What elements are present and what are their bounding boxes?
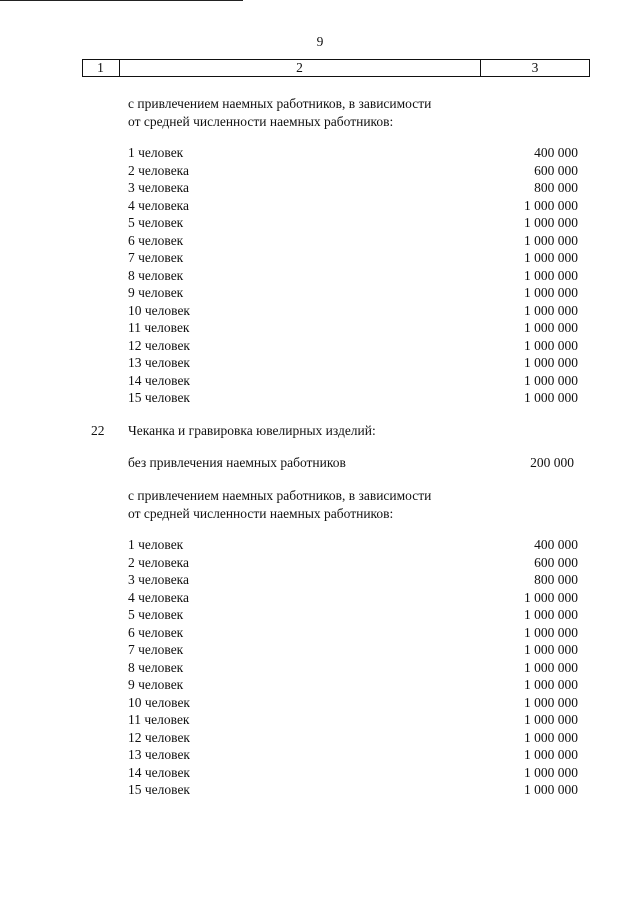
rate-value: 1 000 000	[524, 782, 578, 797]
rate-value: 600 000	[534, 554, 578, 570]
rate-row	[0, 781, 640, 799]
rate-value: 1 000 000	[524, 355, 578, 370]
rate-row	[0, 214, 640, 232]
column-header-3: 3	[531, 60, 539, 75]
employee-count-label: 9 человек	[128, 285, 184, 300]
item-22-intro-line1: с привлечением наемных работников, в зависимости	[128, 488, 432, 503]
rate-row	[0, 606, 640, 624]
item-22-number: 22	[91, 423, 105, 438]
rate-row	[0, 319, 640, 337]
top-rule	[0, 0, 243, 1]
employee-count-label: 1 человек	[128, 537, 184, 552]
item-22-no-employees-value: 200 000	[530, 455, 574, 470]
section1-rate-list	[0, 144, 640, 407]
rate-row	[0, 197, 640, 215]
rate-row	[0, 232, 640, 250]
rate-row	[0, 624, 640, 642]
employee-count-label: 4 человека	[128, 197, 190, 213]
rate-value: 400 000	[534, 537, 578, 552]
rate-value: 1 000 000	[524, 320, 578, 335]
employee-count-label: 5 человек	[128, 215, 184, 230]
rate-row	[0, 162, 640, 180]
rate-value: 1 000 000	[524, 712, 578, 727]
rate-row	[0, 589, 640, 607]
employee-count-label: 14 человек	[128, 372, 190, 388]
rate-row	[0, 746, 640, 764]
column-header-row	[82, 59, 590, 77]
rate-row	[0, 711, 640, 729]
column-header-2: 2	[296, 60, 303, 75]
employee-count-label: 3 человека	[128, 572, 190, 587]
rate-row	[0, 144, 640, 162]
rate-value: 600 000	[534, 162, 578, 178]
employee-count-label: 8 человек	[128, 267, 184, 283]
rate-value: 1 000 000	[524, 337, 578, 353]
employee-count-label: 10 человек	[128, 694, 190, 710]
rate-value: 1 000 000	[524, 589, 578, 605]
employee-count-label: 6 человек	[128, 232, 184, 248]
employee-count-label: 2 человека	[128, 162, 190, 178]
employee-count-label: 2 человека	[128, 554, 190, 570]
rate-value: 1 000 000	[524, 659, 578, 675]
section1-intro	[128, 95, 528, 130]
employee-count-label: 13 человек	[128, 747, 190, 762]
item-22-rate-list	[0, 536, 640, 799]
rate-value: 1 000 000	[524, 232, 578, 248]
employee-count-label: 9 человек	[128, 677, 184, 692]
rate-row	[0, 267, 640, 285]
rate-value: 800 000	[534, 180, 578, 195]
rate-value: 1 000 000	[524, 729, 578, 745]
rate-row	[0, 641, 640, 659]
rate-value: 1 000 000	[524, 390, 578, 405]
employee-count-label: 14 человек	[128, 764, 190, 780]
rate-row	[0, 372, 640, 390]
employee-count-label: 12 человек	[128, 729, 190, 745]
rate-value: 800 000	[534, 572, 578, 587]
rate-value: 1 000 000	[524, 694, 578, 710]
rate-row	[0, 694, 640, 712]
item-22-title: Чеканка и гравировка ювелирных изделий:	[128, 423, 376, 438]
employee-count-label: 7 человек	[128, 250, 184, 265]
employee-count-label: 3 человека	[128, 180, 190, 195]
employee-count-label: 4 человека	[128, 589, 190, 605]
rate-value: 1 000 000	[524, 267, 578, 283]
rate-value: 400 000	[534, 145, 578, 160]
rate-value: 1 000 000	[524, 215, 578, 230]
rate-row	[0, 659, 640, 677]
rate-value: 1 000 000	[524, 677, 578, 692]
rate-row	[0, 302, 640, 320]
employee-count-label: 6 человек	[128, 624, 184, 640]
rate-value: 1 000 000	[524, 747, 578, 762]
rate-row	[0, 729, 640, 747]
rate-value: 1 000 000	[524, 607, 578, 622]
rate-row	[0, 179, 640, 197]
employee-count-label: 15 человек	[128, 390, 190, 405]
employee-count-label: 5 человек	[128, 607, 184, 622]
column-header-1: 1	[97, 60, 104, 75]
page-number: 9	[316, 34, 324, 49]
employee-count-label: 11 человек	[128, 712, 190, 727]
rate-row	[0, 676, 640, 694]
rate-row	[0, 536, 640, 554]
rate-value: 1 000 000	[524, 642, 578, 657]
rate-row	[0, 249, 640, 267]
rate-row	[0, 354, 640, 372]
employee-count-label: 10 человек	[128, 302, 190, 318]
employee-count-label: 8 человек	[128, 659, 184, 675]
section1-intro-line1: с привлечением наемных работников, в зависимости	[128, 96, 432, 111]
rate-row	[0, 554, 640, 572]
employee-count-label: 15 человек	[128, 782, 190, 797]
rate-value: 1 000 000	[524, 764, 578, 780]
employee-count-label: 11 человек	[128, 320, 190, 335]
rate-row	[0, 389, 640, 407]
employee-count-label: 1 человек	[128, 145, 184, 160]
employee-count-label: 13 человек	[128, 355, 190, 370]
rate-value: 1 000 000	[524, 302, 578, 318]
rate-value: 1 000 000	[524, 250, 578, 265]
rate-row	[0, 337, 640, 355]
rate-value: 1 000 000	[524, 285, 578, 300]
item-22-intro-line2: от средней численности наемных работников:	[128, 505, 394, 521]
rate-value: 1 000 000	[524, 624, 578, 640]
employee-count-label: 12 человек	[128, 337, 190, 353]
rate-row	[0, 571, 640, 589]
rate-value: 1 000 000	[524, 197, 578, 213]
rate-row	[0, 764, 640, 782]
item-22-intro	[128, 487, 528, 522]
rate-value: 1 000 000	[524, 372, 578, 388]
rate-row	[0, 284, 640, 302]
employee-count-label: 7 человек	[128, 642, 184, 657]
section1-intro-line2: от средней численности наемных работников:	[128, 113, 394, 129]
item-22-no-employees-label: без привлечения наемных работников	[128, 455, 346, 470]
